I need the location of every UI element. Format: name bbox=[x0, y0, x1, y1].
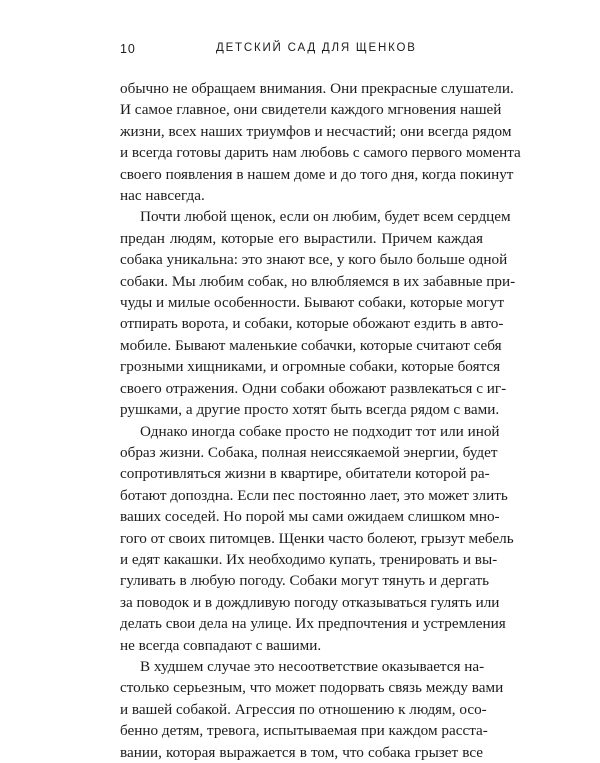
running-header bbox=[120, 42, 480, 58]
text-line: гого от своих питомцев. Щенки часто болеют, грызут мебель bbox=[120, 529, 514, 547]
paragraph bbox=[120, 206, 516, 420]
text-line: делать свои дела на улице. Их предпочтения и устремления bbox=[120, 615, 506, 633]
page-number: 10 bbox=[120, 42, 136, 56]
text-line: Однако иногда собаке просто не подходит тот или иной bbox=[140, 422, 500, 440]
paragraph bbox=[120, 421, 514, 656]
text-line: грозными хищниками, и огромные собаки, которые боятся bbox=[120, 358, 501, 376]
text-line: собаки. Мы любим собак, но влюбляемся в их забавные при- bbox=[120, 272, 516, 290]
text-line: своего появления в нашем доме и до того дня, когда покинут bbox=[120, 165, 514, 183]
text-line: В худшем случае это несоответствие оказывается на- bbox=[140, 657, 485, 675]
text-line: бенно детям, тревога, испытываемая при каждом расста- bbox=[120, 722, 488, 740]
text-line: гуливать в любую погоду. Собаки могут тянуть и дергать bbox=[120, 572, 490, 590]
text-line: и вашей собакой. Агрессия по отношению к людям, осо- bbox=[120, 700, 487, 718]
text-line: за поводок и в дождливую погоду отказываться гулять или bbox=[120, 593, 500, 611]
text-line: жизни, всех наших триумфов и несчастий; они всегда рядом bbox=[120, 122, 512, 140]
text-line: ботают допоздна. Если пес постоянно лает, это может злить bbox=[120, 486, 508, 504]
text-line: образ жизни. Собака, полная неиссякаемой энергии, будет bbox=[120, 443, 498, 461]
text-line: и едят какашки. Их необходимо купать, тренировать и вы- bbox=[120, 550, 498, 568]
text-line: Почти любой щенок, если он любим, будет всем сердцем bbox=[140, 208, 511, 226]
text-line: мобиле. Бывают маленькие собачки, которые считают себя bbox=[120, 336, 502, 354]
text-line: ваших соседей. Но порой мы сами ожидаем слишком мно- bbox=[120, 508, 500, 526]
text-line: сопротивляться жизни в квартире, обитатели которой ра- bbox=[120, 465, 490, 483]
text-line: столько серьезным, что может подорвать связь между вами bbox=[120, 679, 504, 697]
text-line: вании, которая выражается в том, что собака грызет все bbox=[120, 743, 483, 761]
text-line: своего отражения. Одни собаки обожают развлекаться с иг- bbox=[120, 379, 507, 397]
paragraph bbox=[120, 656, 504, 763]
text-line: собака уникальна: это знают все, у кого было больше одной bbox=[120, 251, 508, 269]
book-title: ДЕТСКИЙ САД ДЛЯ ЩЕНКОВ bbox=[216, 42, 417, 54]
paragraph bbox=[120, 78, 521, 206]
text-line: и всегда готовы дарить нам любовь с самого первого момента bbox=[120, 144, 521, 162]
text-line: рушками, а другие просто хотят быть всегда рядом с вами. bbox=[120, 401, 500, 419]
text-line: предан людям, которые его вырастили. Причем каждая bbox=[120, 229, 483, 247]
text-line: отпирать ворота, и собаки, которые обожают ездить в авто- bbox=[120, 315, 504, 333]
text-line: нас навсегда. bbox=[120, 187, 205, 205]
text-line: обычно не обращаем внимания. Они прекрасные слушатели. bbox=[120, 80, 514, 97]
text-line: не всегда совпадают с вашими. bbox=[120, 636, 322, 654]
text-line: И самое главное, они свидетели каждого мгновения нашей bbox=[120, 101, 502, 119]
page-body bbox=[120, 78, 521, 763]
text-line: чуды и милые особенности. Бывают собаки, которые могут bbox=[120, 294, 505, 312]
